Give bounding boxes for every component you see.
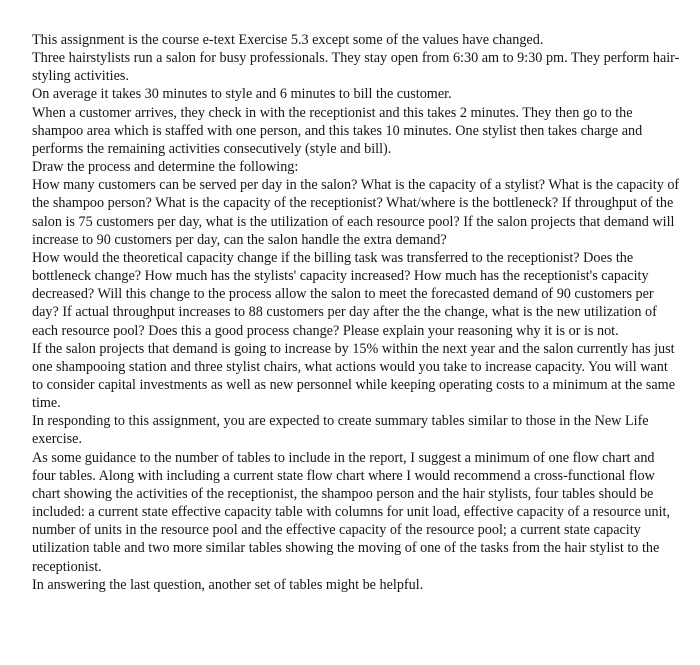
assignment-document	[32, 31, 680, 594]
instructions-paragraph: Draw the process and determine the following:	[32, 159, 299, 176]
customer-flow-paragraph: When a customer arrives, they check in with the receptionist and this takes 2 minutes. They then go to the shampoo area which is staffed with one person, and this takes 10 minutes. One stylist then takes charge and performs the remaining activities consecutively (style and bill).	[32, 104, 643, 157]
guidance-paragraph: As some guidance to the number of tables to include in the report, I suggest a minimum of one flow chart and four tables. Along with including a current state flow chart where I would recommend a cross-functional flow chart showing the activities of the receptionist, the shampoo person and the hair stylists, four tables should be included: a current state effective capacity table with columns for unit load, effective capacity of a resource unit, number of units in the resource pool and the effective capacity of the resource pool; a current state capacity utilization table and two more similar tables showing the moving of one of the tasks from the hair stylist to the receptionist.	[32, 449, 671, 575]
capacity-questions-paragraph: How many customers can be served per day in the salon? What is the capacity of a stylist? What is the capacity of the shampoo person? What is the capacity of the receptionist? What/where is the bottleneck? If throughput of the salon is 75 customers per day, what is the utilization of each resource pool? If the salon projects that demand will increase to 90 customers per day, can the salon handle the extra demand?	[32, 177, 680, 248]
salon-description-paragraph: Three hairstylists run a salon for busy professionals. They stay open from 6:30 am to 9:30 pm. They perform hair-styling activities.	[32, 50, 680, 85]
demand-increase-paragraph: If the salon projects that demand is going to increase by 15% within the next year and the salon currently has just one shampooing station and three stylist chairs, what actions would you take to increase capacity. You will want to consider capital investments as well as new personnel while keeping operating costs to a minimum at the same time.	[32, 340, 676, 412]
summary-tables-paragraph: In responding to this assignment, you are expected to create summary tables similar to those in the New Life exercise.	[32, 413, 649, 448]
closing-paragraph: In answering the last question, another set of tables might be helpful.	[32, 576, 424, 593]
intro-paragraph: This assignment is the course e-text Exercise 5.3 except some of the values have changed.	[32, 32, 544, 48]
billing-transfer-questions-paragraph: How would the theoretical capacity change if the billing task was transferred to the receptionist? Does the bottleneck change? How much has the stylists' capacity increased? How much has the receptionist's capacity decreased? Will this change to the process allow the salon to meet the forecasted demand of 90 customers per day? If actual throughput increases to 88 customers per day after the the change, what is the new utilization of each resource pool? Does this a good process change? Please explain your reasoning why it is or is not.	[32, 249, 657, 339]
task-times-paragraph: On average it takes 30 minutes to style and 6 minutes to bill the customer.	[32, 86, 452, 103]
